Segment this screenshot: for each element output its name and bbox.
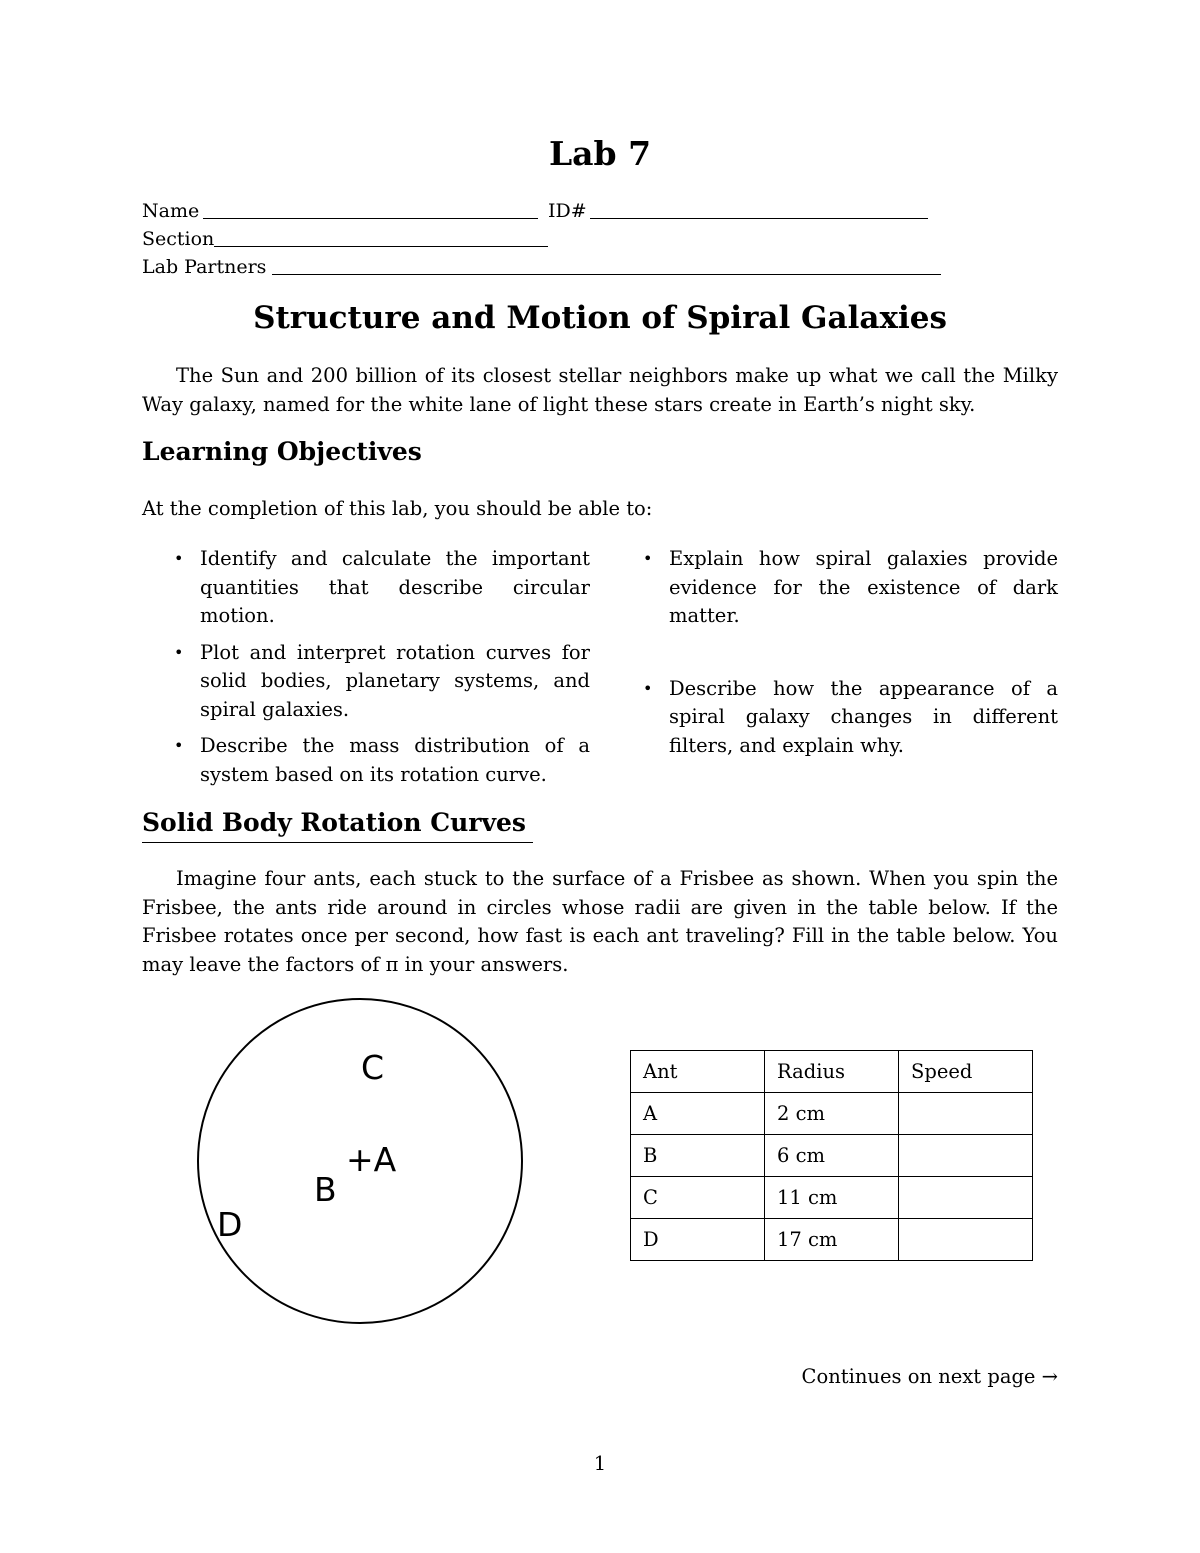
partners-line[interactable] <box>272 274 941 275</box>
header-speed: Speed <box>899 1051 1033 1093</box>
table-row <box>631 1135 1033 1177</box>
page-number: 1 <box>593 1452 607 1475</box>
solid-body-paragraph <box>142 865 1058 979</box>
solid-body-heading: Solid Body Rotation Curves <box>142 808 526 837</box>
objectives-heading: Learning Objectives <box>142 437 422 466</box>
section-label: Section <box>142 228 215 250</box>
lab-title: Lab 7 <box>548 134 652 173</box>
name-line[interactable] <box>203 218 538 219</box>
ant-b-label: B <box>314 1170 337 1209</box>
intro-text: The Sun and 200 billion of its closest stellar neighbors make up what we call the Milky Way galaxy, named for the white lane of light these stars create in Earth’s night sky. <box>142 364 1058 416</box>
objective-item <box>643 675 1058 761</box>
objectives-lead: At the completion of this lab, you should be able to: <box>142 497 653 520</box>
continues-note: Continues on next page → <box>801 1365 1058 1388</box>
cell-radius: 6 cm <box>765 1135 899 1177</box>
partners-label: Lab Partners <box>142 256 267 278</box>
table-row <box>631 1219 1033 1261</box>
cell-speed[interactable] <box>899 1135 1033 1177</box>
heading-underline <box>142 842 533 843</box>
bullet-icon: • <box>174 736 184 755</box>
objective-text: Identify and calculate the important quantities that describe circular motion. <box>200 547 590 627</box>
id-line[interactable] <box>590 218 928 219</box>
cell-ant: D <box>631 1219 765 1261</box>
bullet-icon: • <box>174 642 184 662</box>
section-line[interactable] <box>214 246 548 247</box>
cell-radius: 2 cm <box>765 1093 899 1135</box>
objectives-right-column <box>643 545 1058 768</box>
objective-text: Plot and interpret rotation curves for solid bodies, planetary systems, and spiral galaxies. <box>200 640 590 721</box>
ant-a-label: +A <box>346 1140 397 1179</box>
ant-d-label: D <box>217 1205 243 1244</box>
cell-speed[interactable] <box>899 1093 1033 1135</box>
cell-speed[interactable] <box>899 1177 1033 1219</box>
table-row <box>631 1093 1033 1135</box>
header-radius: Radius <box>765 1051 899 1093</box>
cell-speed[interactable] <box>899 1219 1033 1261</box>
cell-ant: A <box>631 1093 765 1135</box>
objective-text: Describe the mass distribution of a system based on its rotation curve. <box>200 734 590 786</box>
cell-ant: B <box>631 1135 765 1177</box>
objective-text: Describe how the appearance of a spiral galaxy changes in different filters, and explain why. <box>669 676 1058 757</box>
ant-c-label: C <box>361 1048 385 1087</box>
cell-radius: 11 cm <box>765 1177 899 1219</box>
table-header-row <box>631 1051 1033 1093</box>
name-label: Name <box>142 200 200 222</box>
ant-speed-table <box>630 1050 1033 1261</box>
header-ant: Ant <box>631 1051 765 1093</box>
solid-body-text: Imagine four ants, each stuck to the surface of a Frisbee as shown. When you spin the Frisbee, the ants ride around in circles whose radii are given in the table below. If the Frisbee rotates once per second, how fast is each ant traveling? Fill in the table below. You may leave the factors of π in your answers. <box>142 867 1058 976</box>
bullet-icon: • <box>643 549 653 568</box>
intro-paragraph <box>142 362 1058 419</box>
objective-item <box>643 545 1058 631</box>
bullet-icon: • <box>643 678 653 698</box>
objective-item <box>174 639 590 725</box>
main-title: Structure and Motion of Spiral Galaxies <box>253 300 947 336</box>
cell-ant: C <box>631 1177 765 1219</box>
objective-item <box>174 732 590 789</box>
objective-text: Explain how spiral galaxies provide evidence for the existence of dark matter. <box>669 547 1058 627</box>
objectives-left-column <box>174 545 590 797</box>
cell-radius: 17 cm <box>765 1219 899 1261</box>
objective-item <box>174 545 590 631</box>
id-label: ID# <box>548 200 587 222</box>
table-row <box>631 1177 1033 1219</box>
bullet-icon: • <box>174 549 184 568</box>
